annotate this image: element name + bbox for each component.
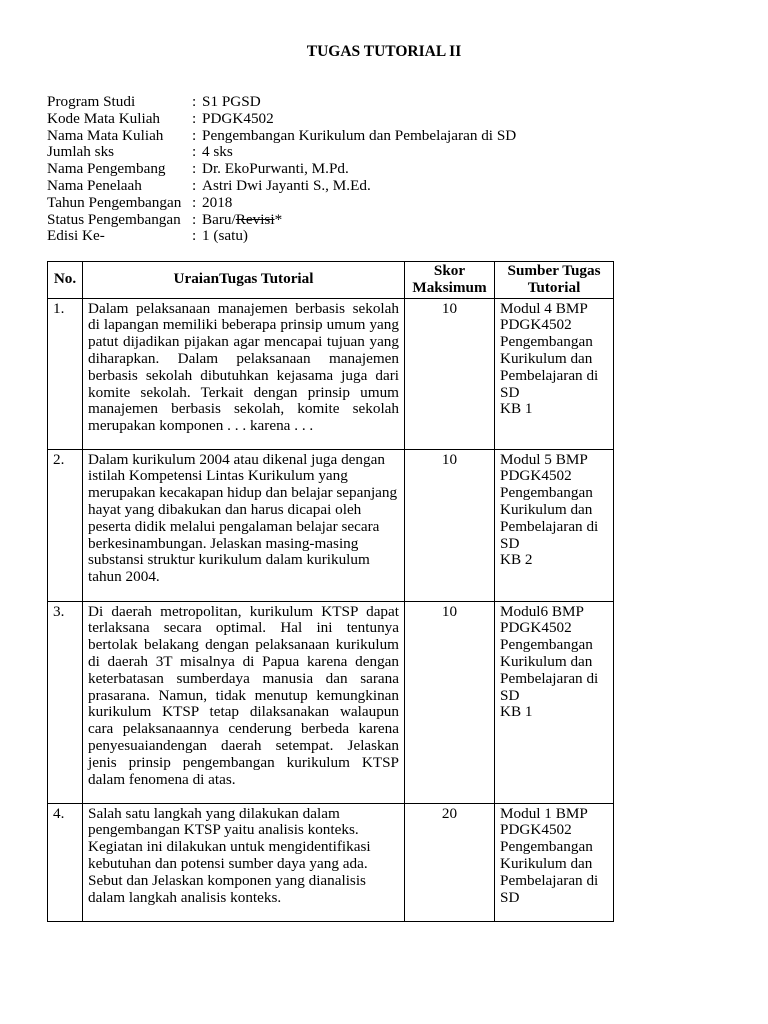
source-line: PDGK4502 — [500, 316, 572, 334]
source-line: SD — [500, 383, 520, 401]
source-line: Pengembangan — [500, 484, 593, 502]
info-row-year — [47, 195, 516, 212]
info-label: Tahun Pengembangan — [47, 193, 182, 211]
header-score-line: Maksimum — [412, 278, 487, 296]
info-label: Program Studi — [47, 93, 136, 110]
info-value: Dr. EkoPurwanti, M.Pd. — [202, 160, 349, 178]
document-title: TUGAS TUTORIAL II — [306, 43, 462, 60]
source-line: Kurikulum dan — [500, 652, 593, 670]
source-line: Pembelajaran di — [500, 366, 599, 384]
header-max-score — [405, 262, 495, 299]
max-score: 20 — [405, 803, 495, 921]
task-description: Dalam kurikulum 2004 atau dikenal juga dengan istilah Kompetensi Lintas Kurikulum yang merupakan kecakapan hidup dan belajar sepanjang hayat yang dibakukan dan harus dicapai oleh peserta didik melalui pengalaman belajar secara berkesinambungan. Jelaskan masing-masing substansi struktur kurikulum dalam kurikulum tahun 2004. — [83, 449, 405, 601]
info-colon: : — [192, 193, 197, 211]
info-label: Edisi Ke- — [47, 227, 105, 245]
row-number: 3. — [48, 601, 83, 803]
header-source — [495, 262, 614, 299]
source-line: Kurikulum dan — [500, 349, 593, 367]
info-row-edition — [47, 228, 516, 245]
source-line: PDGK4502 — [500, 821, 572, 839]
source-line: Modul 1 BMP — [500, 804, 588, 822]
info-value — [202, 212, 282, 229]
info-colon: : — [192, 93, 197, 110]
source-line: SD — [500, 686, 520, 704]
source-line: Pengembangan — [500, 333, 593, 351]
table-row — [48, 449, 614, 601]
source-line: Pengembangan — [500, 636, 593, 654]
info-row-course-name — [47, 128, 516, 145]
source-line: KB 1 — [500, 703, 533, 721]
source-line: Modul6 BMP — [500, 602, 584, 620]
table-row — [48, 803, 614, 921]
source-line: PDGK4502 — [500, 467, 572, 485]
task-source — [495, 298, 614, 449]
info-value: Astri Dwi Jayanti S., M.Ed. — [202, 176, 371, 194]
max-score: 10 — [405, 298, 495, 449]
info-row-credits — [47, 144, 516, 161]
source-line: Modul 4 BMP — [500, 299, 588, 317]
info-label: Kode Mata Kuliah — [47, 109, 161, 127]
task-description: Salah satu langkah yang dilakukan dalam pengembangan KTSP yaitu analisis konteks. Kegiatan ini dilakukan untuk mengidentifikasi kebutuhan dan potensi sumber daya yang ada. Sebut dan Jelaskan komponen yang dianalisis dalam langkah analisis konteks. — [83, 803, 405, 921]
task-source — [495, 601, 614, 803]
info-label: Nama Mata Kuliah — [47, 126, 164, 144]
info-value: 1 (satu) — [202, 227, 248, 245]
source-line: Pembelajaran di — [500, 669, 599, 687]
source-line: Kurikulum dan — [500, 500, 593, 518]
info-label: Status Pengembangan — [47, 210, 181, 228]
info-row-program — [47, 94, 516, 111]
info-value: 4 sks — [202, 143, 233, 161]
info-row-developer — [47, 161, 516, 178]
info-label: Nama Pengembang — [47, 160, 166, 178]
row-number: 2. — [48, 449, 83, 601]
info-value: 2018 — [202, 193, 233, 211]
task-description: Dalam pelaksanaan manajemen berbasis sekolah di lapangan memiliki beberapa prinsip umum yang patut dijadikan pijakan agar mencapai tujuan yang diharapkan. Dalam pelaksanaan manajemen berbasis sekolah dibutuhkan kejasama juga dari komite sekolah. Terkait dengan prinsip umum manajemen berbasis sekolah, komite sekolah merupakan komponen . . . karena . . . — [83, 298, 405, 449]
source-line: Modul 5 BMP — [500, 450, 588, 468]
max-score: 10 — [405, 601, 495, 803]
info-colon: : — [192, 227, 197, 245]
source-line: Pengembangan — [500, 838, 593, 856]
max-score: 10 — [405, 449, 495, 601]
source-line: Kurikulum dan — [500, 854, 593, 872]
header-source-line: Sumber Tugas — [507, 262, 601, 279]
source-line: SD — [500, 888, 520, 906]
info-colon: : — [192, 176, 197, 194]
info-colon: : — [192, 143, 197, 161]
header-source-line: Tutorial — [527, 278, 581, 296]
source-line: Pembelajaran di — [500, 517, 599, 535]
status-asterisk: * — [274, 210, 283, 228]
source-line: KB 1 — [500, 400, 533, 418]
task-source — [495, 449, 614, 601]
info-label: Jumlah sks — [47, 143, 115, 161]
status-revision-struck: Revisi — [235, 210, 275, 228]
source-line: SD — [500, 534, 520, 552]
info-colon: : — [192, 126, 197, 144]
task-description: Di daerah metropolitan, kurikulum KTSP dapat terlaksana secara optimal. Hal ini tentunya bertolak belakang dengan pelaksanaan kurikulum di daerah 3T misalnya di Papua karena dengan keterbatasan sumberdaya manusia dan sarana prasarana. Namun, tidak menutup kemungkinan kurikulum KTSP tetap dilaksanakan walaupun cara pelaksanaannya cenderung berbeda karena penyesuaiandengan daerah setempat. Jelaskan jenis prinsip pengembangan kurikulum KTSP dalam fenomena di atas. — [83, 601, 405, 803]
header-no: No. — [48, 262, 83, 299]
status-new: Baru/ — [202, 210, 236, 228]
header-description: UraianTugas Tutorial — [83, 262, 405, 299]
info-value: Pengembangan Kurikulum dan Pembelajaran di SD — [202, 126, 517, 144]
table-row — [48, 601, 614, 803]
source-line: Pembelajaran di — [500, 871, 599, 889]
row-number: 1. — [48, 298, 83, 449]
source-line: KB 2 — [500, 551, 533, 569]
row-number: 4. — [48, 803, 83, 921]
info-colon: : — [192, 160, 197, 178]
info-row-status — [47, 212, 516, 229]
info-colon: : — [192, 109, 197, 127]
header-score-line: Skor — [433, 262, 466, 279]
info-label: Nama Penelaah — [47, 176, 142, 194]
tutorial-task-table — [47, 261, 614, 922]
table-row — [48, 298, 614, 449]
source-line: PDGK4502 — [500, 619, 572, 637]
info-value: S1 PGSD — [202, 93, 261, 110]
info-value: PDGK4502 — [202, 109, 274, 127]
info-row-course-code — [47, 111, 516, 128]
task-source — [495, 803, 614, 921]
course-info — [47, 94, 516, 245]
info-row-reviewer — [47, 178, 516, 195]
table-header-row — [48, 262, 614, 299]
info-colon: : — [192, 210, 197, 228]
